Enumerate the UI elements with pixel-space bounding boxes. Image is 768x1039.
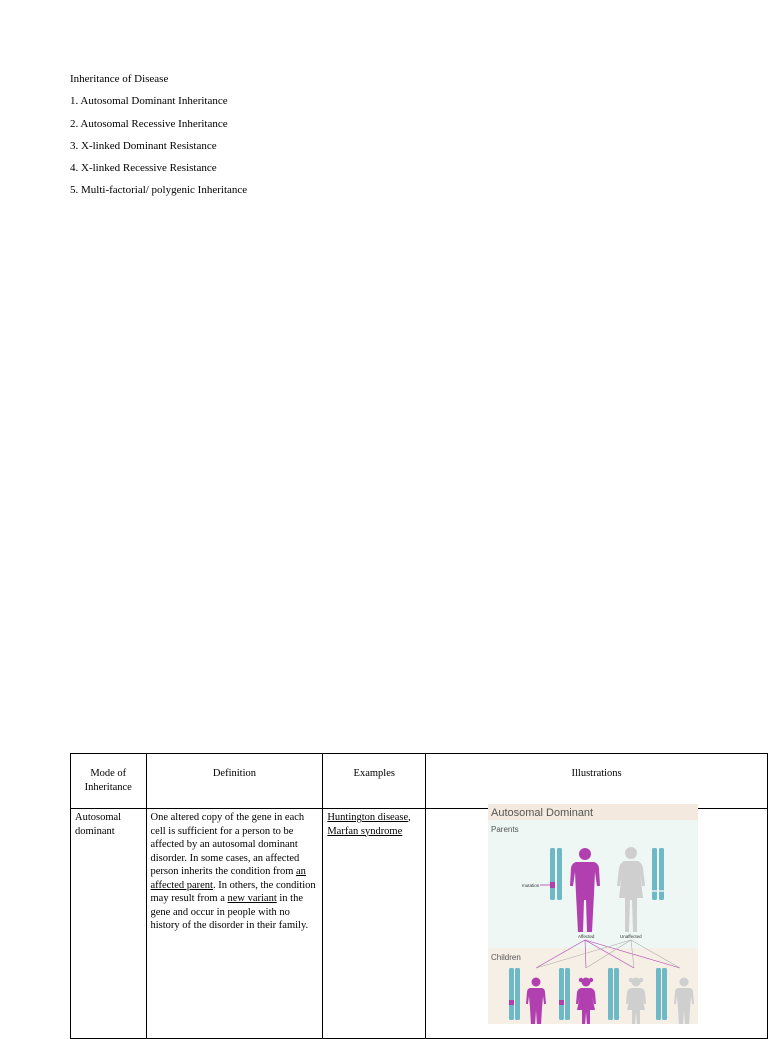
disease-list xyxy=(70,68,247,202)
definition-cell: One altered copy of the gene in each cell is sufficient for a person to be affected by an autosomal dominant disorder. In some cases, an affected person inherits the condition from an affected parent. In others, the condition may result from a new variant in the gene and occur in people with no history of the disorder in their family. xyxy=(146,809,323,1039)
header-illustrations: Illustrations xyxy=(426,754,768,809)
mutation-marker xyxy=(550,882,555,888)
parents-label: Parents xyxy=(491,825,519,834)
children-label: Children xyxy=(491,953,521,962)
mode-cell: Autosomal dominant xyxy=(71,809,147,1039)
mutation-label: mutation xyxy=(522,883,540,888)
list-item: 2. Autosomal Recessive Inheritance xyxy=(70,117,228,130)
list-item: 1. Autosomal Dominant Inheritance xyxy=(70,95,228,108)
examples-cell: Huntington disease, Marfan syndrome xyxy=(323,809,426,1039)
list-heading: Inheritance of Disease xyxy=(70,73,169,85)
header-definition: Definition xyxy=(146,754,323,809)
list-item: 4. X-linked Recessive Resistance xyxy=(70,162,217,175)
list-item: 3. X-linked Dominant Resistance xyxy=(70,139,217,152)
unaffected-label: Unaffected xyxy=(620,934,642,939)
header-examples: Examples xyxy=(323,754,426,809)
affected-label: Affected xyxy=(578,934,595,939)
marfan-link[interactable]: Marfan syndrome xyxy=(327,825,403,837)
illustration-title: Autosomal Dominant xyxy=(491,807,594,819)
header-mode: Mode of Inheritance xyxy=(71,754,147,809)
huntington-link[interactable]: Huntington disease xyxy=(327,812,409,823)
table-header-row xyxy=(71,754,768,809)
list-item: 5. Multi-factorial/ polygenic Inheritance xyxy=(70,184,248,197)
new-variant-link[interactable]: new variant xyxy=(227,893,277,904)
affected-parent-link[interactable]: an affected parent xyxy=(150,866,306,891)
autosomal-dominant-illustration xyxy=(488,804,698,1024)
